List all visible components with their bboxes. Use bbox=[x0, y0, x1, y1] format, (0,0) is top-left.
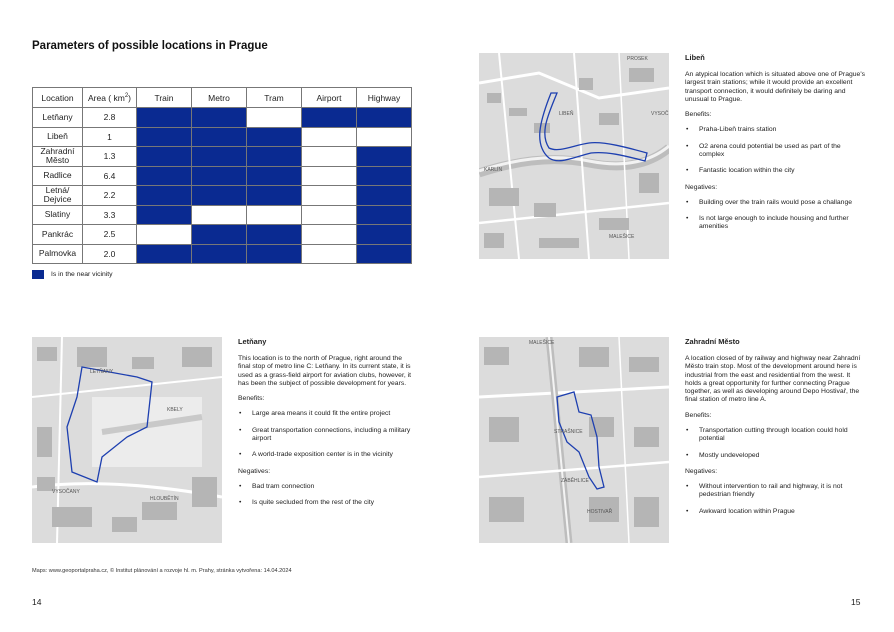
list-item: • Without intervention to rail and highway, it is not pedestrian friendly bbox=[685, 483, 865, 500]
table-row bbox=[33, 244, 412, 264]
cell-train-flag bbox=[137, 205, 192, 225]
list-item: • Mostly undeveloped bbox=[685, 452, 865, 460]
cell-location: Letňany bbox=[33, 108, 83, 128]
liben-text: An atypical location which is situated above one of Prague's largest train stations; while it would provide an excellent transport connection, it would definitely be daring and unusual to Prague. bbox=[685, 71, 866, 103]
parameters-table bbox=[32, 87, 412, 264]
list-item: • O2 arena could potential be used as part of the complex bbox=[685, 143, 865, 160]
cell-metro-flag bbox=[192, 244, 247, 264]
list-item: • Building over the train rails would pose a challange bbox=[685, 199, 865, 207]
liben-negatives-list bbox=[685, 199, 865, 232]
zahradni-description bbox=[685, 337, 865, 524]
page-number-left: 14 bbox=[32, 597, 42, 607]
map-label-vysocany: VYSOČ bbox=[651, 111, 669, 117]
letnany-benefits-list bbox=[238, 410, 416, 459]
map-label-letnany: LETŇANY bbox=[90, 369, 114, 375]
header-tram: Tram bbox=[247, 88, 302, 108]
cell-area: 6.4 bbox=[83, 166, 137, 186]
header-location: Location bbox=[33, 88, 83, 108]
cell-tram-flag bbox=[247, 244, 302, 264]
cell-train-flag bbox=[137, 127, 192, 147]
list-item: • Transportation cutting through location could hold potential bbox=[685, 427, 865, 444]
table-row bbox=[33, 225, 412, 245]
cell-metro-flag bbox=[192, 147, 247, 167]
cell-location: Pankrác bbox=[33, 225, 83, 245]
zahradni-heading: Zahradní Město bbox=[685, 337, 740, 346]
map-letnany bbox=[32, 337, 222, 543]
cell-train-flag bbox=[137, 108, 192, 128]
liben-negatives-label: Negatives: bbox=[685, 183, 718, 191]
cell-metro-flag bbox=[192, 186, 247, 206]
table-header-row bbox=[33, 88, 412, 108]
map-label-vysocany: VYSOČANY bbox=[52, 489, 80, 495]
map-source-footnote: Maps: www.geoportalpraha.cz, © Institut plánování a rozvoje hl. m. Prahy, stránka vytvořena: 14.04.2024 bbox=[32, 568, 292, 574]
cell-highway-flag bbox=[357, 205, 412, 225]
zahradni-negatives-list bbox=[685, 483, 865, 516]
cell-airport-flag bbox=[302, 225, 357, 245]
letnany-negatives-label: Negatives: bbox=[238, 467, 271, 475]
map-label-hloubetin: HLOUBĚTÍN bbox=[150, 496, 179, 502]
cell-tram-flag bbox=[247, 147, 302, 167]
cell-airport-flag bbox=[302, 244, 357, 264]
list-item: • Great transportation connections, including a military airport bbox=[238, 427, 416, 444]
cell-metro-flag bbox=[192, 225, 247, 245]
cell-airport-flag bbox=[302, 147, 357, 167]
legend bbox=[32, 270, 113, 279]
map-label-strasnice: STRAŠNICE bbox=[554, 429, 583, 435]
map-zahradni-mesto bbox=[479, 337, 669, 543]
legend-label: Is in the near vicinity bbox=[51, 271, 113, 278]
cell-airport-flag bbox=[302, 108, 357, 128]
cell-location: Slatiny bbox=[33, 205, 83, 225]
cell-train-flag bbox=[137, 147, 192, 167]
list-item: • Is quite secluded from the rest of the city bbox=[238, 499, 416, 507]
cell-area: 1 bbox=[83, 127, 137, 147]
liben-description bbox=[685, 53, 865, 240]
letnany-text: This location is to the north of Prague, right around the final stop of metro line C: Letňany. In its current state, it is used as a grass-field airport for aviation clubs, however, it has been the subject of possible development for years. bbox=[238, 355, 412, 387]
cell-tram-flag bbox=[247, 127, 302, 147]
cell-area: 2.5 bbox=[83, 225, 137, 245]
map-label-prosek: PROSEK bbox=[627, 56, 648, 62]
cell-train-flag bbox=[137, 225, 192, 245]
map-label-karlin: KARLÍN bbox=[484, 167, 503, 173]
list-item: • Fantastic location within the city bbox=[685, 167, 865, 175]
table-row bbox=[33, 205, 412, 225]
header-area: Area ( $km^2$) bbox=[83, 88, 137, 108]
cell-location: Radlice bbox=[33, 166, 83, 186]
header-highway: Highway bbox=[357, 88, 412, 108]
cell-location: Palmovka bbox=[33, 244, 83, 264]
table-row bbox=[33, 127, 412, 147]
cell-metro-flag bbox=[192, 205, 247, 225]
map-label-hostivar: HOSTIVAŘ bbox=[587, 509, 613, 515]
cell-highway-flag bbox=[357, 127, 412, 147]
cell-airport-flag bbox=[302, 166, 357, 186]
cell-train-flag bbox=[137, 186, 192, 206]
zahradni-text: A location closed of by railway and highway near Zahradní Město train stop. Most of the development around here is industrial from the east and residential from the west. It holds a great opportunity for further connecting Prague together, as well as developing around Depo Hostivař, the final station of metro line A. bbox=[685, 355, 861, 404]
table-row bbox=[33, 186, 412, 206]
cell-tram-flag bbox=[247, 205, 302, 225]
cell-location: Libeň bbox=[33, 127, 83, 147]
map-label-malesice: MALEŠICE bbox=[609, 234, 635, 240]
header-metro: Metro bbox=[192, 88, 247, 108]
zahradni-benefits-label: Benefits: bbox=[685, 411, 712, 419]
page-title: Parameters of possible locations in Prague bbox=[32, 40, 268, 52]
cell-metro-flag bbox=[192, 127, 247, 147]
cell-train-flag bbox=[137, 244, 192, 264]
cell-tram-flag bbox=[247, 108, 302, 128]
list-item: • Is not large enough to include housing and further amenities bbox=[685, 215, 865, 232]
cell-area: 3.3 bbox=[83, 205, 137, 225]
liben-benefits-list bbox=[685, 126, 865, 175]
table-row bbox=[33, 147, 412, 167]
cell-highway-flag bbox=[357, 166, 412, 186]
list-item: • A world-trade exposition center is in the vicinity bbox=[238, 451, 416, 459]
cell-tram-flag bbox=[247, 186, 302, 206]
map-liben bbox=[479, 53, 669, 259]
letnany-benefits-label: Benefits: bbox=[238, 395, 265, 403]
cell-train-flag bbox=[137, 166, 192, 186]
liben-heading: Libeň bbox=[685, 53, 705, 62]
cell-highway-flag bbox=[357, 186, 412, 206]
cell-area: 2.2 bbox=[83, 186, 137, 206]
header-airport: Airport bbox=[302, 88, 357, 108]
cell-highway-flag bbox=[357, 108, 412, 128]
list-item: • Large area means it could fit the entire project bbox=[238, 410, 416, 418]
list-item: • Bad tram connection bbox=[238, 483, 416, 491]
cell-highway-flag bbox=[357, 244, 412, 264]
legend-swatch bbox=[32, 270, 44, 279]
zahradni-negatives-label: Negatives: bbox=[685, 467, 718, 475]
cell-tram-flag bbox=[247, 166, 302, 186]
map-label-kbely: KBELY bbox=[167, 407, 183, 413]
table-row bbox=[33, 166, 412, 186]
header-train: Train bbox=[137, 88, 192, 108]
map-label-malesice: MALEŠICE bbox=[529, 340, 555, 346]
letnany-heading: Letňany bbox=[238, 337, 267, 346]
cell-area: 2.8 bbox=[83, 108, 137, 128]
cell-area: 1.3 bbox=[83, 147, 137, 167]
cell-highway-flag bbox=[357, 147, 412, 167]
cell-area: 2.0 bbox=[83, 244, 137, 264]
letnany-negatives-list bbox=[238, 483, 416, 508]
cell-tram-flag bbox=[247, 225, 302, 245]
zahradni-benefits-list bbox=[685, 427, 865, 460]
map-label-liben: LIBEŇ bbox=[559, 111, 574, 117]
cell-highway-flag bbox=[357, 225, 412, 245]
page-number-right: 15 bbox=[851, 597, 861, 607]
letnany-description bbox=[238, 337, 416, 515]
cell-airport-flag bbox=[302, 186, 357, 206]
cell-metro-flag bbox=[192, 166, 247, 186]
cell-location: Letná/ Dejvice bbox=[33, 186, 83, 206]
cell-location: Zahradní Město bbox=[33, 147, 83, 167]
map-label-zabehlice: ZÁBĚHLICE bbox=[561, 478, 589, 484]
cell-airport-flag bbox=[302, 127, 357, 147]
liben-benefits-label: Benefits: bbox=[685, 111, 712, 119]
list-item: • Praha-Libeň trains station bbox=[685, 126, 865, 134]
list-item: • Awkward location within Prague bbox=[685, 508, 865, 516]
cell-metro-flag bbox=[192, 108, 247, 128]
cell-airport-flag bbox=[302, 205, 357, 225]
table-row bbox=[33, 108, 412, 128]
